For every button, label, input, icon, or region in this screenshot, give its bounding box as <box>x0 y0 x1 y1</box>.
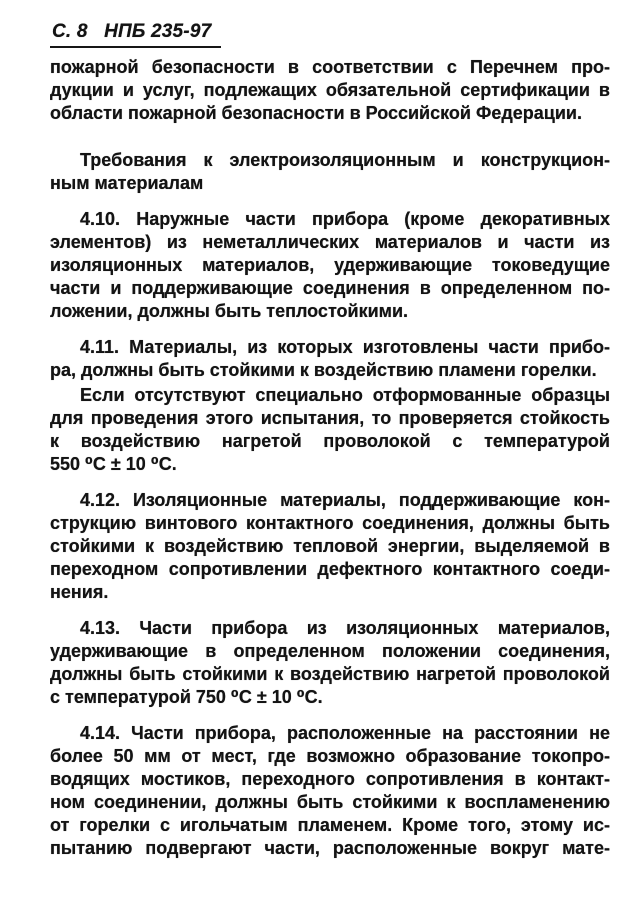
text-line: 4.12. Изоляционные материалы, поддерживающие кон- <box>80 490 610 510</box>
text-line: элементов) из неметаллических материалов и части из <box>50 232 610 252</box>
page-header-text: С. 8 НПБ 235-97 <box>50 20 221 48</box>
text-line: 4.11. Материалы, из которых изготовлены части прибо- <box>80 337 610 357</box>
clause-4-14 <box>50 722 610 860</box>
text-line: должны быть стойкими к воздействию нагретой проволокой <box>50 664 610 684</box>
text-line: стойкими к воздействию тепловой энергии, выделяемой в <box>50 536 610 556</box>
heading-line: Требования к электроизоляционным и конструкцион- <box>80 150 610 170</box>
text-line: для проведения этого испытания, то проверяется стойкость <box>50 408 610 428</box>
text-line: к воздействию нагретой проволокой с температурой <box>50 431 610 451</box>
text-line: Если отсутствуют специально отформованные образцы <box>80 385 610 405</box>
text-line: области пожарной безопасности в Российской Федерации. <box>50 103 582 123</box>
text-line: с температурой 750 ⁰С ± 10 ⁰С. <box>50 687 323 707</box>
text-line: от горелки с игольчатым пламенем. Кроме того, этому ис- <box>50 815 610 835</box>
text-line: 550 ⁰С ± 10 ⁰С. <box>50 454 177 474</box>
text-line: ложении, должны быть теплостойкими. <box>50 301 409 321</box>
text-line: 4.14. Части прибора, расположенные на расстоянии не <box>80 723 610 743</box>
text-line: водящих мостиков, переходного сопротивления в контакт- <box>50 769 610 789</box>
clause-4-10 <box>50 208 610 323</box>
text-line: переходном сопротивлении дефектного контактного соеди- <box>50 559 610 579</box>
text-line: пожарной безопасности в соответствии с Перечнем про- <box>50 57 610 77</box>
text-line: более 50 мм от мест, где возможно образование токопро- <box>50 746 610 766</box>
page-header <box>50 20 610 48</box>
text-line: ра, должны быть стойкими к воздействию пламени горелки. <box>50 360 597 380</box>
text-line: изоляционных материалов, удерживающие токоведущие <box>50 255 610 275</box>
text-line: 4.10. Наружные части прибора (кроме декоративных <box>80 209 610 229</box>
clause-4-11 <box>50 336 610 382</box>
text-line: удерживающие в определенном положении соединения, <box>50 641 610 661</box>
intro-paragraph <box>50 56 610 125</box>
text-line: ном соединении, должны быть стойкими к воспламенению <box>50 792 610 812</box>
text-line: дукции и услуг, подлежащих обязательной сертификации в <box>50 80 610 100</box>
text-line: 4.13. Части прибора из изоляционных материалов, <box>80 618 610 638</box>
heading-line: ным материалам <box>50 173 204 193</box>
text-line: нения. <box>50 582 109 602</box>
clause-4-13 <box>50 617 610 709</box>
text-line: части и поддерживающие соединения в определенном по- <box>50 278 610 298</box>
text-line: пытанию подвергают части, расположенные вокруг мате- <box>50 838 610 858</box>
section-heading <box>50 149 610 195</box>
clause-4-11-note <box>50 384 610 476</box>
clause-4-12 <box>50 489 610 604</box>
text-line: струкцию винтового контактного соединения, должны быть <box>50 513 610 533</box>
